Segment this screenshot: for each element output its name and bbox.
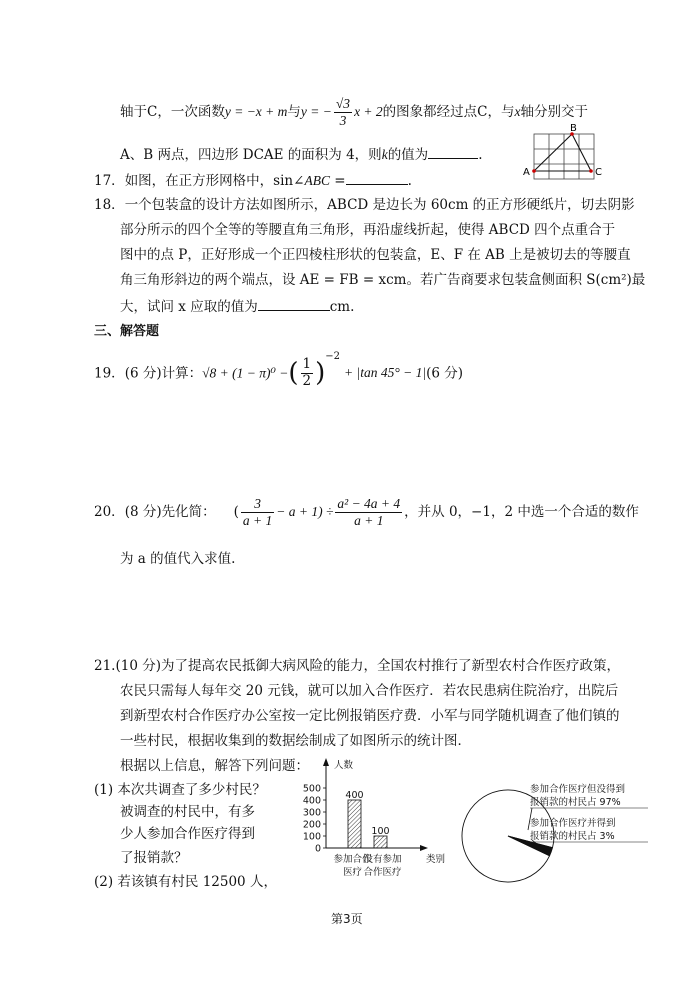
q16-text-a: 轴于C，一次函数 bbox=[120, 103, 225, 120]
q17-grid-figure bbox=[520, 124, 606, 184]
q19-number: 19． bbox=[94, 365, 125, 382]
q21-sub1-b: 被调查的村民中，有多 bbox=[120, 804, 255, 820]
q16-text-d: 轴分别交于 bbox=[520, 103, 589, 120]
q16-line2-end: . bbox=[478, 147, 483, 163]
q20-line2: 为 a 的值代入求值. bbox=[120, 551, 236, 567]
q16-text-b: 与 bbox=[287, 103, 301, 120]
grid-point-c bbox=[589, 169, 593, 173]
q19-paren-open: ( bbox=[288, 357, 299, 388]
y-axis-arrow bbox=[323, 758, 329, 766]
q17-answer-blank[interactable] bbox=[346, 172, 408, 185]
q18-answer-blank[interactable] bbox=[258, 298, 330, 311]
q16-eq2-post: x + 2 bbox=[354, 103, 383, 119]
q18-text5b: cm. bbox=[329, 299, 355, 315]
q19-half-frac bbox=[301, 357, 314, 389]
q20-frac2 bbox=[335, 496, 402, 528]
y-tick-label: 300 bbox=[302, 807, 321, 819]
q18-line1 bbox=[94, 197, 635, 213]
q18-number: 18． bbox=[94, 197, 125, 213]
q19-paren-close: ) bbox=[315, 357, 326, 388]
bar-1 bbox=[348, 800, 361, 848]
q20-f2-num: a² − 4a + 4 bbox=[337, 496, 401, 511]
q18-line2: 部分所示的四个全等的等腰直角三角形，再沿虚线折起，使得 ABCD 四个点重合于 bbox=[120, 222, 616, 238]
category-label-line1: 没有参加 bbox=[363, 854, 402, 865]
category-label-line2: 医疗 bbox=[342, 867, 363, 878]
q21-sub1-d: 了报销款？ bbox=[120, 850, 188, 866]
q18-line5 bbox=[120, 298, 354, 315]
q20-f1-den: a + 1 bbox=[242, 512, 273, 528]
page-number: 第3页 bbox=[331, 912, 363, 926]
q16-line1 bbox=[120, 96, 588, 140]
category-label-line2: 合作医疗 bbox=[363, 867, 402, 878]
q17-text-b: = bbox=[329, 173, 346, 189]
q16-var-x: x bbox=[514, 103, 521, 119]
q17-line bbox=[94, 172, 412, 189]
x-axis-label: 类别 bbox=[426, 854, 446, 865]
q18-text1: 一个包装盒的设计方法如图所示，ABCD 是边长为 60cm 的正方形硬纸片，切去阴影 bbox=[124, 197, 635, 213]
pie-label-2-line1: 参加合作医疗并得到 bbox=[530, 818, 616, 829]
q18-line4: 角三角形斜边的两个端点，设 AE = FB = xcm。若广告商要求包装盒侧面积 S(cm²)最 bbox=[120, 272, 646, 288]
q20-paren-open: ( bbox=[233, 503, 239, 520]
q21-text1: (10 分)为了提高农民抵御大病风险的能力，全国农村推行了新型农村合作医疗政策， bbox=[115, 658, 620, 674]
q20-text-a: ，并从 0，−1，2 中选一个合适的数作 bbox=[404, 503, 639, 520]
y-tick-label: 500 bbox=[302, 783, 321, 795]
grid-label-c: C bbox=[595, 167, 602, 178]
q19-score: (6 分)计算： bbox=[124, 365, 203, 382]
q18-line3: 图中的点 P，正好形成一个正四棱柱形状的包装盒，E、F 在 AB 上是被切去的等腰直 bbox=[120, 247, 631, 263]
q16-eq1: y = −x + m bbox=[224, 103, 288, 119]
q19-score-end: (6 分) bbox=[426, 365, 464, 382]
q21-line4: 一些村民，根据收集到的数据绘制成了如图所示的统计图． bbox=[120, 733, 471, 749]
bar-chart bbox=[298, 752, 458, 884]
q16-text-c: 的图象都经过点C，与 bbox=[382, 103, 515, 120]
q20-f2-den: a + 1 bbox=[354, 512, 384, 528]
q16-line2-b: 的值为 bbox=[387, 147, 429, 163]
bar-data-label: 100 bbox=[371, 826, 390, 837]
q16-line2-a: A、B 两点，四边形 DCAE 的面积为 4，则 bbox=[120, 147, 382, 163]
q20-frac1 bbox=[241, 496, 274, 528]
category-label-line1: 参加合作 bbox=[333, 854, 372, 865]
q21-sub1-a: (1) 本次共调查了多少村民？ bbox=[94, 782, 266, 798]
q21-sub2: (2) 若该镇有村民 12500 人， bbox=[94, 874, 277, 890]
section-title-answers: 三、解答题 bbox=[94, 324, 160, 339]
pie-label-2-line2: 报销款的村民占 3% bbox=[530, 831, 615, 842]
q19-line bbox=[94, 351, 463, 395]
category-label bbox=[363, 853, 402, 878]
pie-chart bbox=[456, 778, 656, 888]
q21-line2: 农民只需每人每年交 20 元钱，就可以加入合作医疗．若农民患病住院治疗，出院后 bbox=[120, 683, 619, 699]
q17-number: 17． bbox=[94, 173, 125, 189]
bar-2 bbox=[374, 836, 387, 848]
y-tick-label: 0 bbox=[314, 843, 321, 855]
q16-answer-blank[interactable] bbox=[428, 146, 478, 159]
q20-f1-num: 3 bbox=[241, 496, 274, 513]
grid-point-a bbox=[532, 169, 536, 173]
q16-eq2-frac bbox=[334, 96, 352, 128]
pie-label-1-line2: 报销款的村民占 97% bbox=[530, 797, 621, 808]
q17-abc: ABC bbox=[304, 173, 330, 188]
q16-line2 bbox=[120, 146, 482, 163]
x-axis-arrow bbox=[420, 845, 428, 851]
q17-text-a: 如图，在正方形网格中，sin∠ bbox=[124, 173, 305, 189]
pie-label-1-line1: 参加合作医疗但没得到 bbox=[530, 784, 626, 795]
y-axis-label: 人数 bbox=[334, 760, 354, 771]
q16-eq2-pre: y = − bbox=[300, 103, 332, 119]
q21-line1 bbox=[94, 658, 620, 674]
q19-exponent: −2 bbox=[325, 351, 341, 362]
q17-end: . bbox=[407, 173, 412, 189]
q20-score: (8 分)先化简： bbox=[124, 503, 216, 520]
q16-eq2-num: √3 bbox=[335, 96, 351, 111]
q21-line5: 根据以上信息，解答下列问题： bbox=[120, 758, 309, 774]
bar-data-label: 400 bbox=[345, 790, 364, 801]
grid-label-b: B bbox=[570, 124, 577, 134]
q16-eq2-den: 3 bbox=[339, 112, 347, 128]
q16-var-k: k bbox=[381, 147, 388, 162]
q18-text5a: 大，试问 x 应取的值为 bbox=[120, 299, 258, 315]
y-tick-label: 100 bbox=[302, 831, 321, 843]
y-tick-label: 200 bbox=[302, 819, 321, 831]
grid-label-a: A bbox=[523, 167, 530, 178]
q19-half-den: 2 bbox=[302, 373, 312, 389]
q21-number: 21. bbox=[94, 658, 116, 674]
q20-number: 20． bbox=[94, 503, 125, 520]
q19-half-num: 1 bbox=[302, 356, 312, 373]
q19-expr-b: + |tan 45° − 1| bbox=[344, 365, 427, 381]
q19-expr-a: √8 + (1 − π)⁰ − bbox=[202, 365, 289, 381]
q20-line1 bbox=[94, 496, 639, 542]
q21-sub1-c: 少人参加合作医疗得到 bbox=[120, 826, 255, 842]
q20-mid: − a + 1) ÷ bbox=[276, 503, 334, 519]
q21-line3: 到新型农村合作医疗办公室按一定比例报销医疗费．小军与同学随机调查了他们镇的 bbox=[120, 708, 620, 724]
y-tick-label: 400 bbox=[302, 795, 321, 807]
